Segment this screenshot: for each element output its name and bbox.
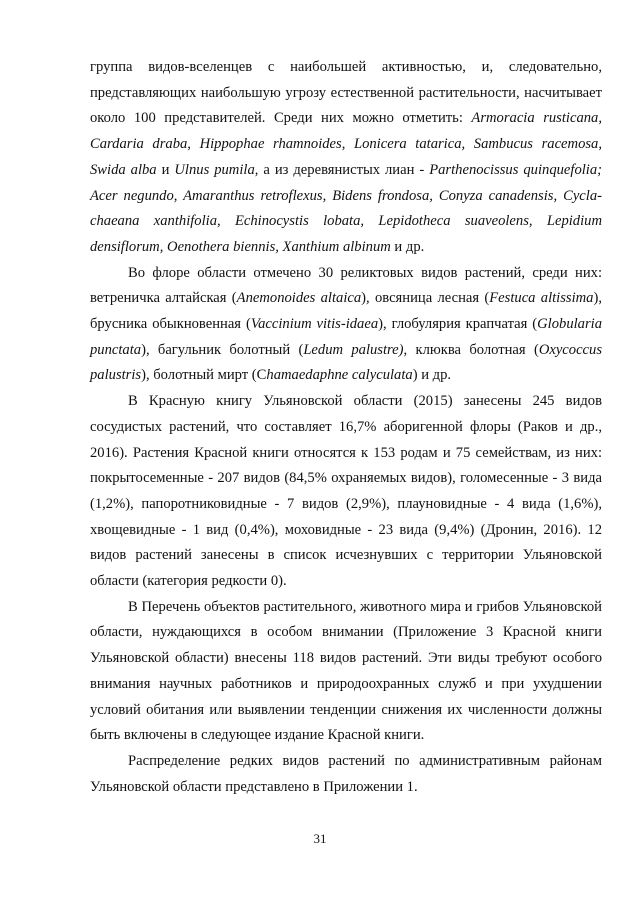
document-page	[90, 55, 602, 800]
paragraph-distribution	[90, 749, 602, 800]
paragraph-text: и др.	[390, 238, 425, 255]
species-name-italic: Ledum palustre)	[303, 341, 404, 358]
species-name-italic: Armoracia rusticana, Cardaria draba, Hippophae rhamnoides, Lonicera tatarica, Sambucus racemosa, Swida alba	[90, 110, 602, 178]
species-name-italic: Anemonoides altaica	[236, 290, 362, 307]
species-name-italic: Oxycoccus palustris	[90, 341, 603, 384]
paragraph-text: В Красную книгу Ульяновской области (2015) занесены 245 видов сосудистых растений, что составляет 16,7% аборигенной флоры (Раков и др., 2016). Растения Красной книги относятся к 153 родам и 75 семействам, из них: покрытосеменные - 207 видов (84,5% охраняемых видов), голомесенные - 3 вида (1,2%), папоротниковидные - 7 видов (2,9%), плауновидные - 4 вида (1,6%), хвощевидные - 1 вид (0,4%), моховидные - 23 вида (9,4%) (Дронин, 2016). 12 видов растений занесены в список исчезнувших с территории Ульяновской области (категория редкости 0).	[90, 393, 602, 590]
paragraph-text: Во флоре области отмечено 30 реликтовых видов растений, среди них: ветреничка алтайская (	[90, 264, 602, 307]
paragraph-invasive-species	[90, 55, 602, 261]
species-name-italic: hamaedaphne calyculata	[266, 367, 413, 384]
paragraph-text: , а из деревянистых лиан -	[254, 161, 430, 178]
species-name-italic: Ulnus pumila	[174, 161, 255, 178]
page-number: 31	[313, 831, 327, 846]
species-name-italic: Vaccinium vitis-idaea	[250, 316, 379, 333]
paragraph-text: В Перечень объектов растительного, животного мира и грибов Ульяновской области, нуждающихся в особом внимании (Приложение 3 Красной книги Ульяновской области) внесены 118 видов растений. Эти виды требуют особого внимания научных работников и природоохранных служб и при ухудшении условий обитания или выявлении тенденции снижения их численности должны быть включены в следующее издание Красной книги.	[90, 598, 602, 744]
paragraph-text: Распределение редких видов растений по административным районам Ульяновской области представлено в Приложении 1.	[90, 752, 602, 795]
paragraph-text: и	[156, 161, 175, 178]
paragraph-text: ), глобулярия крапчатая (	[378, 316, 538, 333]
paragraph-text: ), болотный мирт (C	[141, 367, 267, 384]
paragraph-text: , клюква болотная (	[403, 341, 539, 358]
paragraph-text: группа видов-вселенцев с наибольшей активностью, и, следовательно, представляющих наибольшую угрозу естественной растительности, насчитывает около 100 представителей. Среди них можно отметить:	[90, 59, 602, 127]
paragraph-red-book	[90, 389, 602, 595]
species-name-italic: Festuca altissima	[489, 290, 594, 307]
paragraph-text: ) и др.	[412, 367, 452, 384]
species-name-italic: Parthenocissus quinquefolia; Acer negundo, Amaranthus retroflexus, Bidens frondosa, Conyza canadensis, Cycla-chaeana xanthifolia, Echinocystis lobata, Lepidotheca suaveolens, Lepidium densiflorum, Oenothera biennis, Xanthium albinum	[90, 161, 603, 255]
paragraph-text: ), брусника обыкновенная (	[90, 290, 602, 333]
species-name-italic: Globularia punctata	[90, 316, 602, 358]
paragraph-text: ), багульник болотный (	[141, 341, 304, 358]
paragraph-relict-species	[90, 261, 602, 390]
paragraph-special-attention-list	[90, 595, 602, 749]
paragraph-text: ), овсяница лесная (	[361, 290, 490, 307]
